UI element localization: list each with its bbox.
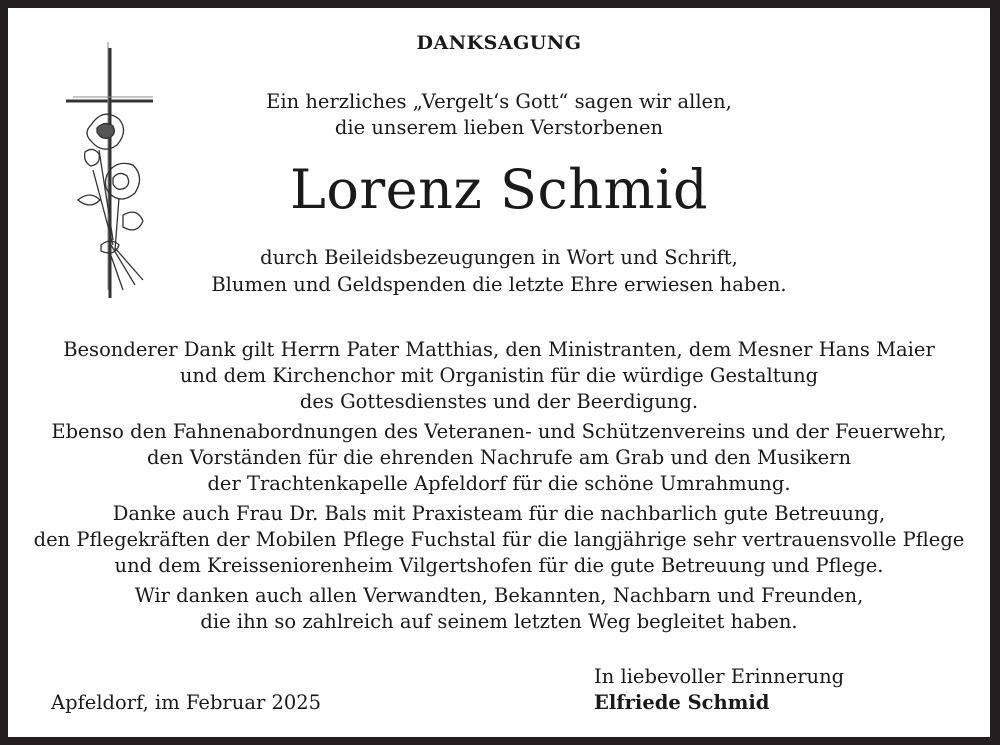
body-line: Ebenso den Fahnenabordnungen des Veteranen- und Schützenvereins und der Feuerwehr, bbox=[51, 420, 947, 443]
intro-line-2: die unserem lieben Verstorbenen bbox=[334, 116, 664, 139]
signature: Elfriede Schmid bbox=[594, 691, 770, 714]
notice-title: DANKSAGUNG bbox=[416, 32, 582, 54]
body-line: den Vorständen für die ehrenden Nachrufe am Grab und den Musikern bbox=[146, 446, 852, 469]
obituary-notice bbox=[8, 8, 990, 737]
body-line: des Gottesdienstes und der Beerdigung. bbox=[299, 390, 699, 413]
place-date: Apfeldorf, im Februar 2025 bbox=[51, 691, 322, 714]
deceased-name: Lorenz Schmid bbox=[289, 158, 709, 221]
after-name-line-1: durch Beileidsbezeugungen in Wort und Schrift, bbox=[260, 246, 738, 269]
body-line: Besonderer Dank gilt Herrn Pater Matthias, den Ministranten, dem Mesner Hans Maier bbox=[63, 338, 935, 361]
body-line: die ihn so zahlreich auf seinem letzten Weg begleitet haben. bbox=[200, 610, 798, 633]
body-line: Wir danken auch allen Verwandten, Bekannten, Nachbarn und Freunden, bbox=[134, 584, 864, 607]
body-line: und dem Kreisseniorenheim Vilgertshofen für die gute Betreuung und Pflege. bbox=[114, 554, 884, 577]
body-line: und dem Kirchenchor mit Organistin für die würdige Gestaltung bbox=[179, 364, 819, 387]
body-line: der Trachtenkapelle Apfeldorf für die schöne Umrahmung. bbox=[207, 472, 791, 495]
after-name-line-2: Blumen und Geldspenden die letzte Ehre erwiesen haben. bbox=[211, 273, 787, 296]
closing-phrase: In liebevoller Erinnerung bbox=[594, 665, 845, 688]
body-line: Danke auch Frau Dr. Bals mit Praxisteam für die nachbarlich gute Betreuung, bbox=[112, 502, 886, 525]
intro-line-1: Ein herzliches „Vergelt‘s Gott“ sagen wir allen, bbox=[266, 90, 732, 113]
body-line: den Pflegekräften der Mobilen Pflege Fuchstal für die langjährige sehr vertrauensvolle Pflege bbox=[33, 528, 965, 551]
